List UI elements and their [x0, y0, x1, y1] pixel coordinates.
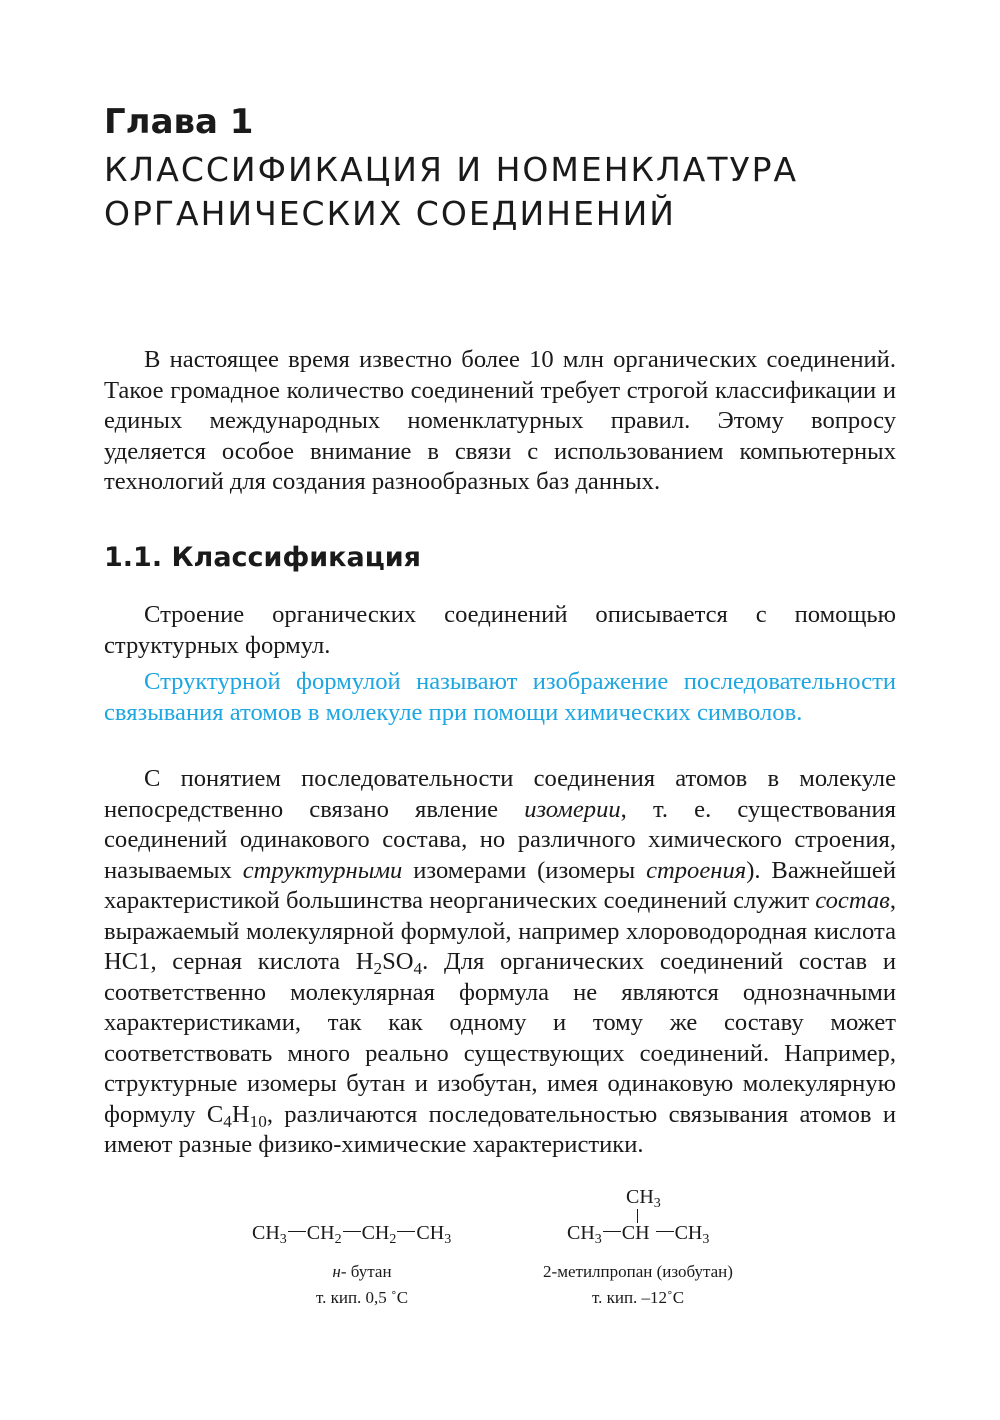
isobutane-formula: [567, 1222, 710, 1248]
bond: [656, 1231, 674, 1232]
intro-paragraph: В настоящее время известно более 10 млн органических соединений. Такое громадное количество соединений требует строгой классификации и единых международных номенклатурных правил. Этому вопросу уделяется особое внимание в связи с использованием компьютерных технологий для создания разнообразных баз данных.: [104, 346, 896, 495]
name-text: бутан: [346, 1262, 392, 1281]
group: CH: [567, 1222, 595, 1244]
text-run: , выражаемый молекулярной формулой, например хлороводородная кислота НС1, серная кислота H: [104, 887, 897, 975]
group: CH: [306, 1222, 335, 1244]
text-run: , т. е. существования соединений одинакового состава, но различного химического строения, называемых: [104, 795, 896, 884]
isobutane-methyl-group: [626, 1186, 661, 1212]
text-run: Н: [231, 1100, 250, 1128]
group: CH: [416, 1222, 445, 1244]
text-run: ). Важнейшей характеристикой большинства неорганических соединений служит: [104, 856, 896, 914]
butane-name: [252, 1262, 472, 1282]
name-prefix: н-: [332, 1262, 347, 1281]
chapter-label: Глава 1: [104, 102, 254, 142]
bond: [397, 1231, 415, 1232]
group: CH: [361, 1222, 390, 1244]
bond: [603, 1231, 621, 1232]
chapter-title: [104, 148, 904, 236]
text-run: . Для органических соединений состав и соответственно молекулярная формула не являются однозначными характеристиками, так как одному и тому же составу может соответствовать много реально существующих соединений. Например, структурные изомеры бутан и изобутан, имея одинаковую молекулярную формулу С: [104, 948, 896, 1128]
text-run: С понятием последовательности соединения атомов в молекуле непосредственно связано явление: [104, 765, 896, 823]
term-structure: строения: [646, 856, 747, 884]
subscript: 3: [702, 1232, 710, 1248]
text-run: изомерами (изомеры: [402, 856, 647, 884]
bond: [343, 1231, 361, 1232]
vertical-bond: [637, 1209, 638, 1223]
group: CH: [621, 1222, 650, 1244]
chapter-title-line-2: ОРГАНИЧЕСКИХ СОЕДИНЕНИЙ: [104, 194, 676, 233]
subscript: 3: [594, 1232, 602, 1248]
term-structural: структурными: [242, 856, 403, 884]
chapter-title-line-1: КЛАССИФИКАЦИЯ И НОМЕНКЛАТУРА: [104, 150, 799, 189]
butane-formula: [252, 1222, 452, 1248]
subscript: 4: [223, 1111, 232, 1131]
text-run: SO: [382, 948, 414, 975]
group: CH: [252, 1222, 280, 1244]
group: CH: [674, 1222, 703, 1244]
subscript: 2: [334, 1232, 342, 1248]
section-heading: 1.1. Классификация: [104, 542, 421, 573]
butane-boiling-point: т. кип. 0,5 ˚С: [315, 1288, 409, 1307]
subscript: 3: [279, 1232, 287, 1248]
subscript: 2: [389, 1232, 397, 1248]
subscript: 2: [373, 959, 383, 979]
term-isomerism: изомерии: [524, 795, 621, 823]
subscript: 3: [444, 1232, 452, 1248]
group: CH: [626, 1186, 654, 1208]
isobutane-boiling-point: т. кип. –12˚С: [591, 1288, 685, 1307]
text-run: , различаются последовательностью связывания атомов и имеют разные физико-химические характеристики.: [104, 1100, 897, 1158]
term-composition: состав: [815, 887, 890, 914]
paragraph-structural-formulas: Строение органических соединений описывается с помощью структурных формул.: [104, 601, 896, 659]
definition-paragraph: Структурной формулой называют изображение последовательности связывания атомов в молекуле при помощи химических символов.: [104, 668, 896, 726]
paragraph-isomerism: [104, 764, 896, 1161]
isobutane-name: 2-метилпропан (изобутан): [543, 1262, 733, 1281]
subscript: 3: [653, 1196, 661, 1212]
subscript: 4: [413, 959, 423, 979]
bond: [288, 1231, 306, 1232]
subscript: 10: [249, 1111, 267, 1131]
